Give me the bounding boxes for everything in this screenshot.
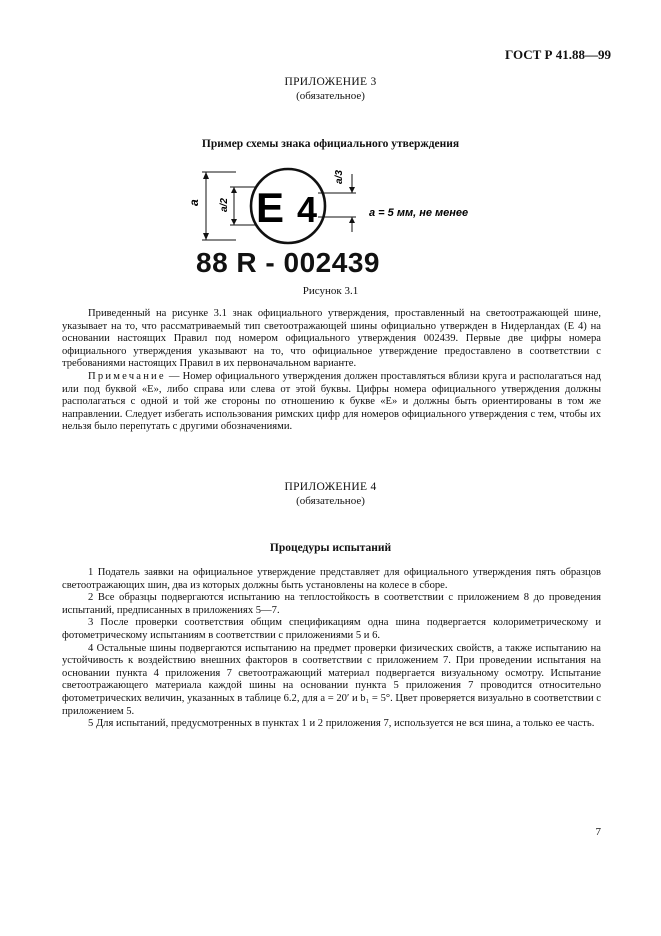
appendix4-section-title: Процедуры испытаний [269, 542, 392, 554]
list-item: 5 Для испытаний, предусмотренных в пунктах 1 и 2 приложения 7, используется не вся шина, а только ее часть. [88, 718, 595, 730]
paragraph-text: Приведенный на рисунке 3.1 знак официального утверждения, проставленный на светоотражающей шине, указывает на то, что рассматриваемый тип светоотражающей шины официально утвержден в Нидерландах (Е 4) на основании настоящих Правил под номером официального утверждения 002439. Первые две цифры номера официального утверждения указывают на то, что официальное утверждение предоставлено в соответствии с требованиями настоящих Правил в их первоначальном варианте. [62, 308, 601, 370]
appendix3-status: (обязательное) [296, 90, 365, 102]
appendix4-items [62, 567, 601, 731]
list-item: 1 Податель заявки на официальное утверждение представляет для официального утверждения пять образцов светоотражающих шин, два из которых должны быть установлены на колесе в сборе. [62, 567, 601, 591]
appendix3-section-title: Пример схемы знака официального утверждения [201, 138, 460, 150]
list-item: 3 После проверки соответствия общим спецификациям одна шина подвергается колориметрическому и фотометрическому испытаниям в соответствии с приложениями 5 и 6. [62, 617, 601, 641]
appendix3-title: ПРИЛОЖЕНИЕ 3 [284, 76, 377, 88]
approval-mark-figure [180, 160, 480, 250]
page-number: 7 [595, 826, 601, 838]
appendix4-status: (обязательное) [296, 495, 365, 507]
approval-number: 88 R - 002439 [196, 247, 380, 278]
appendix4-title: ПРИЛОЖЕНИЕ 4 [284, 481, 377, 493]
appendix3-note [62, 371, 601, 434]
mark-letter: E [256, 184, 285, 231]
dim-a2-label: a/2 [219, 198, 230, 212]
mark-number: 4 [297, 189, 318, 230]
list-item: 2 Все образцы подвергаются испытанию на теплостойкость в соответствии с приложением 8 до проведения испытаний, предписанных в приложениях 5—7. [62, 592, 601, 616]
appendix3-paragraph [62, 308, 601, 371]
note-text: — Номер официального утверждения должен проставляться вблизи круга и располагаться над или под буквой «Е», либо справа или слева от этой буквы. Цифры номера официального утверждения должны располагаться с одной и той же стороны по отношению к букве «Е» и должны быть ориентированы в том же направлении. Следует избегать использования римских цифр для номеров официального утверждения с тем, чтобы их нельзя было перепутать с другими обозначениями. [62, 371, 601, 433]
note-label: Примечание [88, 371, 166, 382]
dim-a3-label: a/3 [334, 170, 345, 184]
dimension-annotation: a = 5 мм, не менее [369, 207, 469, 219]
list-item: 4 Остальные шины подвергаются испытанию на предмет проверки физических свойств, а также испытанию на устойчивость к воздействию внешних факторов в соответствии с приложением 7. При проведении испытания на основании пункта 4 приложения 7 светоотражающий материал подвергается визуальному осмотру. Испытание светоотражающего материала каждой шины на основании пункта 5 приложения 7 проводится относительно фотометрических величин, указанных в таблице 6.2, для a = 20′ и b₁ = 5°. Цвет проверяется визуально в соответствии с приложением 5. [62, 642, 601, 717]
dim-a-label: a [187, 199, 201, 206]
note-paragraph [62, 371, 601, 434]
figure-caption: Рисунок 3.1 [302, 285, 359, 297]
standard-header: ГОСТ Р 41.88—99 [505, 47, 611, 62]
